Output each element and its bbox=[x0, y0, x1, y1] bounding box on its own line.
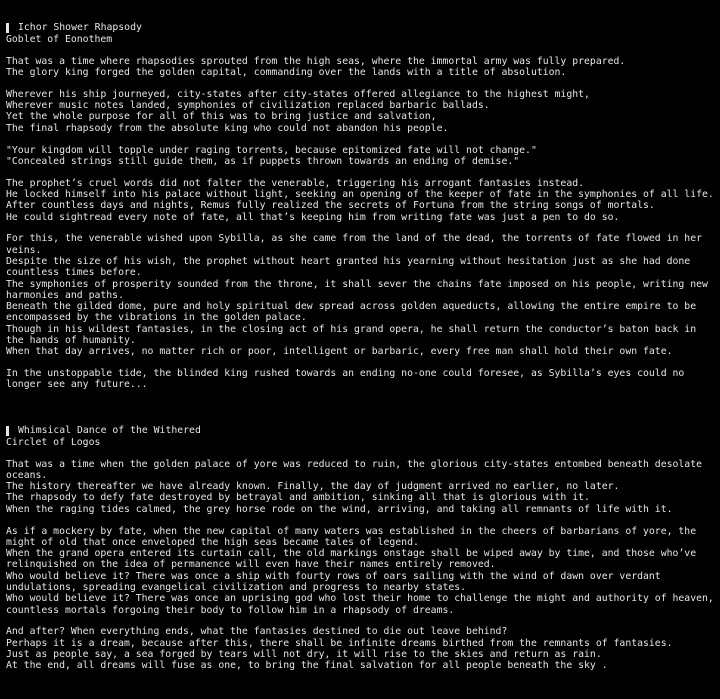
text-line: Beneath the gilded dome, pure and holy spiritual dew spread across golden aqueducts, allowing the entire empire to be encompassed by the vibrations in the golden palace. bbox=[6, 301, 697, 324]
text-line: Despite the size of his wish, the prophet without heart granted his yearning without hesitation just as she had done countless times before. bbox=[6, 255, 691, 279]
text-line: He locked himself into his palace without light, seeking an opening of the keeper of fate in the symphonies of all life. bbox=[6, 188, 714, 200]
stanza bbox=[6, 368, 714, 391]
text-line: And after? When everything ends, what the fantasies destined to die out leave behind? bbox=[6, 626, 508, 638]
heading-bar-icon bbox=[6, 426, 9, 436]
text-line: Just as people say, a sea forged by tears will not dry, it will rise to the skies and return as rain. bbox=[6, 648, 602, 660]
stanza bbox=[6, 233, 714, 357]
text-line: The glory king forged the golden capital, commanding over the lands with a title of absolution. bbox=[6, 67, 567, 79]
text-line: He could sightread every note of fate, all that’s keeping him from writing fate was just a pen to do so. bbox=[6, 211, 620, 223]
heading-bar-icon bbox=[6, 23, 9, 33]
stanza bbox=[6, 89, 714, 134]
entry-ichor-shower-rhapsody bbox=[6, 22, 714, 391]
text-line: The prophet’s cruel words did not falter the venerable, triggering his arrogant fantasies instead. bbox=[6, 177, 585, 189]
stanza bbox=[6, 145, 714, 168]
text-line: The symphonies of prosperity sounded from the throne, it shall sever the chains fate imposed on his people, writing new harmonies and paths. bbox=[6, 278, 708, 301]
entry-subtitle: Circlet of Logos bbox=[6, 436, 101, 448]
text-line: That was a time when the golden palace of yore was reduced to ruin, the glorious city-states entombed beneath desolate oceans. bbox=[6, 458, 702, 481]
stanza bbox=[6, 178, 714, 223]
text-line: When the grand opera entered its curtain call, the old markings onstage shall be wiped away by time, and those who’ve relinquished on the idea of permanence will even have their names entirely removed. bbox=[6, 548, 697, 571]
entry-title: Ichor Shower Rhapsody bbox=[18, 22, 142, 34]
text-line: As if a mockery by fate, when the new capital of many waters was established in the cheers of barbarians of yore, the might of old that once enveloped the high seas became tales of legend. bbox=[6, 525, 697, 548]
text-line: The final rhapsody from the absolute king who could not abandon his people. bbox=[6, 122, 449, 134]
entry-title-row bbox=[6, 22, 714, 34]
text-line: Perhaps it is a dream, because after this, there shall be infinite dreams birthed from the remnants of fantasies. bbox=[6, 637, 673, 649]
entry-title-row bbox=[6, 425, 714, 437]
stanza bbox=[6, 56, 714, 79]
entry-subtitle: Goblet of Eonothem bbox=[6, 34, 113, 45]
text-line: Who would believe it? There was once a ship with fourty rows of oars sailing with the wind of dawn over verdant undulations, spreading evangelical civilization and progress to nearby states. bbox=[6, 570, 661, 593]
stanza bbox=[6, 459, 714, 515]
text-line: Wherever music notes landed, symphonies of civilization replaced barbaric ballads. bbox=[6, 100, 490, 112]
text-line: That was a time where rhapsodies sprouted from the high seas, where the immortal army was fully prepared. bbox=[6, 55, 626, 67]
stanza bbox=[6, 626, 714, 671]
text-line: The history thereafter we have already known. Finally, the day of judgment arrived no earlier, no later. bbox=[6, 481, 620, 493]
text-line: When that day arrives, no matter rich or poor, intelligent or barbaric, every free man shall hold their own fate. bbox=[6, 346, 673, 358]
text-line: In the unstoppable tide, the blinded king rushed towards an ending no-one could foresee, as Sybilla’s eyes could no longer see any future... bbox=[6, 368, 685, 391]
text-line: "Concealed strings still guide them, as if puppets thrown towards an ending of demise." bbox=[6, 155, 520, 167]
text-line: After countless days and nights, Remus fully realized the secrets of Fortuna from the string songs of mortals. bbox=[6, 200, 655, 212]
text-line: Who would believe it? There was once an uprising god who lost their home to challenge the might and authority of heaven, countless mortals forgoing their body to follow him in a rhapsody of dreams. bbox=[6, 593, 714, 616]
text-line: At the end, all dreams will fuse as one, to bring the final salvation for all people beneath the sky . bbox=[6, 660, 608, 672]
stanza bbox=[6, 526, 714, 616]
text-line: For this, the venerable wished upon Sybilla, as she came from the land of the dead, the torrents of fate flowed in her veins. bbox=[6, 233, 702, 256]
text-line: When the raging tides calmed, the grey horse rode on the wind, arriving, and taking all remnants of life with it. bbox=[6, 503, 673, 515]
entry-title: Whimsical Dance of the Withered bbox=[18, 425, 201, 437]
text-line: Wherever his ship journeyed, city-states after city-states offered allegiance to the highest might, bbox=[6, 88, 590, 100]
text-line: Though in his wildest fantasies, in the closing act of his grand opera, he shall return the conductor’s baton back in the hands of humanity. bbox=[6, 323, 697, 347]
text-line: Yet the whole purpose for all of this was to bring justice and salvation, bbox=[6, 111, 437, 123]
text-line: "Your kingdom will topple under raging torrents, because epitomized fate will not change." bbox=[6, 144, 537, 156]
entry-whimsical-dance-of-the-withered bbox=[6, 425, 714, 672]
text-line: The rhapsody to defy fate destroyed by betrayal and ambition, sinking all that is glorious with it. bbox=[6, 492, 590, 504]
